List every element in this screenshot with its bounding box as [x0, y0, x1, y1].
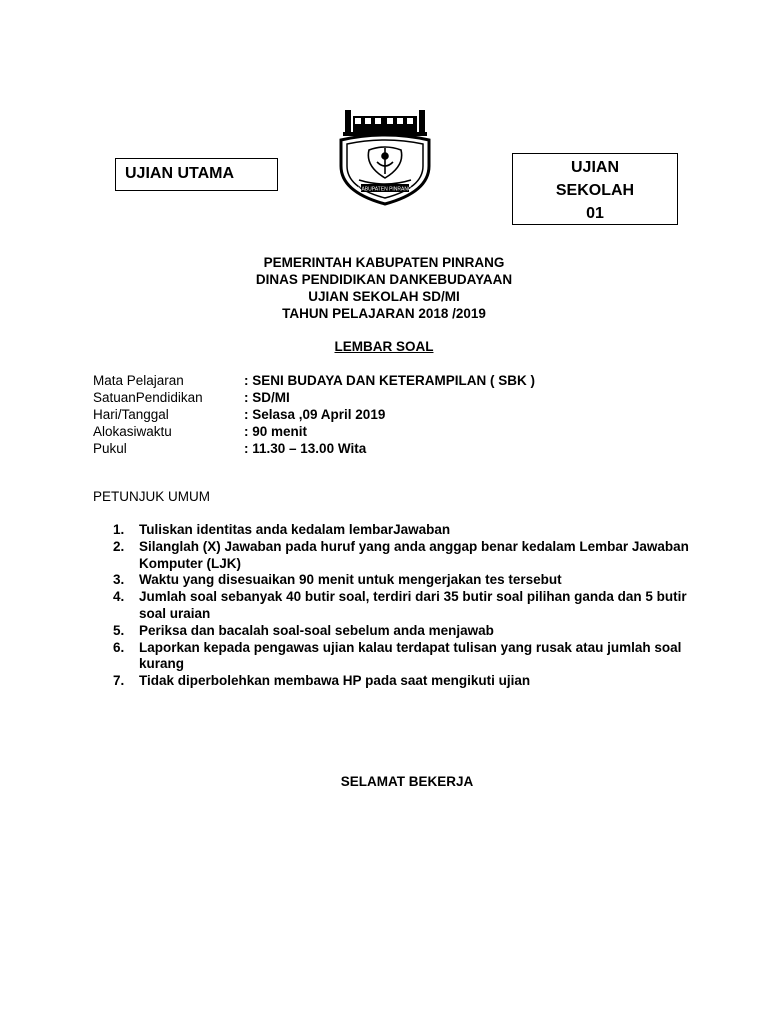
- info-value: : SENI BUDAYA DAN KETERAMPILAN ( SBK ): [244, 373, 536, 388]
- info-row: [93, 423, 535, 440]
- list-item: [113, 589, 693, 623]
- list-item-text: Waktu yang disesuaikan 90 menit untuk mengerjakan tes tersebut: [139, 572, 562, 588]
- info-row: [93, 372, 535, 389]
- ujian-sekolah-line2: SEKOLAH: [555, 182, 635, 199]
- list-item: [113, 572, 693, 589]
- list-item: [113, 522, 693, 539]
- list-item: [113, 640, 693, 674]
- info-value: : 11.30 – 13.00 Wita: [244, 441, 367, 456]
- list-item-text: Silanglah (X) Jawaban pada huruf yang anda anggap benar kedalam Lembar Jawaban Komputer (LJK): [139, 538, 689, 571]
- instructions-list: [113, 522, 693, 690]
- info-row: [93, 440, 535, 457]
- header-line4: TAHUN PELAJARAN 2018 /2019: [282, 306, 486, 321]
- ujian-utama-label: UJIAN UTAMA: [125, 165, 235, 182]
- header-line3: UJIAN SEKOLAH SD/MI: [308, 289, 460, 304]
- header-line1: PEMERINTAH KABUPATEN PINRANG: [263, 255, 505, 270]
- closing-text: SELAMAT BEKERJA: [340, 774, 474, 789]
- info-label: Pukul: [93, 441, 127, 456]
- list-item-text: Tidak diperbolehkan membawa HP pada saat mengikuti ujian: [139, 673, 531, 689]
- ujian-sekolah-box: [512, 153, 678, 225]
- list-item: [113, 539, 693, 573]
- document-title: LEMBAR SOAL: [334, 339, 434, 354]
- list-item-number: 3.: [113, 572, 125, 588]
- list-item-number: 1.: [113, 522, 125, 537]
- list-item-text: Tuliskan identitas anda kedalam lembarJawaban: [139, 522, 451, 537]
- list-item-text: Periksa dan bacalah soal-soal sebelum anda menjawab: [139, 622, 494, 638]
- list-item-number: 7.: [113, 673, 125, 689]
- list-item: [113, 673, 693, 690]
- document-header: [0, 254, 768, 322]
- list-item: [113, 623, 693, 640]
- emblem-text: KABUPATEN PINRANG: [358, 186, 412, 193]
- info-value: : 90 menit: [244, 424, 308, 439]
- info-label: Alokasiwaktu: [93, 424, 172, 439]
- list-item-number: 4.: [113, 589, 125, 605]
- list-item-text: Jumlah soal sebanyak 40 butir soal, terdiri dari 35 butir soal pilihan ganda dan 5 butir soal uraian: [139, 589, 687, 621]
- kabupaten-pinrang-emblem-icon: [331, 104, 439, 208]
- list-item-text: Laporkan kepada pengawas ujian kalau terdapat tulisan yang rusak atau jumlah soal kurang: [139, 639, 682, 672]
- header-line2: DINAS PENDIDIKAN DANKEBUDAYAAN: [255, 272, 513, 287]
- info-row: [93, 389, 535, 406]
- list-item-number: 2.: [113, 538, 125, 554]
- info-value: : Selasa ,09 April 2019: [244, 407, 386, 422]
- ujian-sekolah-line3: 01: [586, 205, 604, 222]
- ujian-sekolah-line1: UJIAN: [570, 159, 619, 176]
- info-label: Hari/Tanggal: [93, 407, 169, 422]
- info-row: [93, 406, 535, 423]
- list-item-number: 6.: [113, 639, 125, 655]
- list-item-number: 5.: [113, 622, 125, 638]
- info-value: : SD/MI: [244, 390, 290, 405]
- exam-info: [93, 372, 535, 457]
- info-label: Mata Pelajaran: [93, 373, 184, 388]
- ujian-utama-box: [115, 158, 278, 191]
- instructions-heading: PETUNJUK UMUM: [93, 489, 210, 504]
- info-label: SatuanPendidikan: [93, 390, 203, 405]
